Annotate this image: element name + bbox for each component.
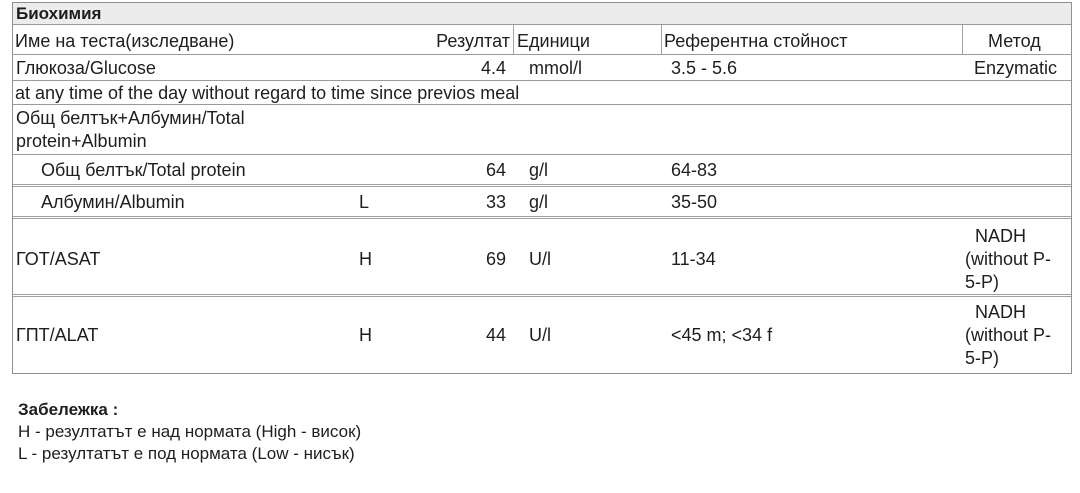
section-title-row <box>13 3 1071 25</box>
header-divider <box>513 25 514 54</box>
reference-range: 11-34 <box>671 249 716 269</box>
section-title: Биохимия <box>16 4 102 23</box>
flag-high: H <box>359 249 372 269</box>
table-row-total-protein <box>13 155 1071 187</box>
header-result: Резултат <box>436 31 510 51</box>
method-line3: 5-P) <box>965 348 1000 368</box>
result-value: 33 <box>485 192 506 212</box>
header-divider <box>661 25 662 54</box>
units: U/l <box>529 249 551 269</box>
method-line2: (without P- <box>965 249 1052 269</box>
flag-low: L <box>359 192 370 212</box>
biochemistry-table <box>12 2 1072 374</box>
note-low: L - резултатът е под нормата (Low - нисък) <box>18 444 355 463</box>
test-name: Глюкоза/Glucose <box>16 58 156 78</box>
method-line2: (without P- <box>965 325 1052 345</box>
table-row-protein-group <box>13 105 1071 155</box>
test-name: ГОТ/ASAT <box>16 249 101 269</box>
group-name-line1: Общ белтък+Албумин/Total <box>16 108 245 128</box>
test-name: Общ белтък/Total protein <box>41 160 246 180</box>
method-line1: NADH <box>975 302 1027 322</box>
result-value: 64 <box>485 160 506 180</box>
test-name: Албумин/Albumin <box>41 192 185 212</box>
units: U/l <box>529 325 551 345</box>
reference-range: 3.5 - 5.6 <box>671 58 738 78</box>
method-line3: 5-P) <box>965 272 1000 292</box>
units: mmol/l <box>529 58 582 78</box>
group-name-line2: protein+Albumin <box>16 131 147 151</box>
header-divider <box>962 25 963 54</box>
header-row <box>13 25 1071 55</box>
result-value: 69 <box>485 249 506 269</box>
table-row-albumin <box>13 187 1071 219</box>
header-method: Метод <box>988 31 1041 51</box>
header-units: Единици <box>517 31 590 51</box>
glucose-note: at any time of the day without regard to time since previos meal <box>15 83 520 103</box>
units: g/l <box>529 160 549 180</box>
table-row-asat <box>13 219 1071 297</box>
table-row-glucose-note <box>13 81 1071 105</box>
notes-section <box>18 399 361 465</box>
header-reference: Референтна стойност <box>664 31 848 51</box>
table-row-glucose <box>13 55 1071 81</box>
result-value: 44 <box>485 325 506 345</box>
units: g/l <box>529 192 549 212</box>
result-value: 4.4 <box>480 58 506 78</box>
note-high: H - резултатът е над нормата (High - висок) <box>18 422 362 441</box>
reference-range: 35-50 <box>671 192 718 212</box>
header-test-name: Име на теста(изследване) <box>15 31 235 51</box>
flag-high: H <box>359 325 372 345</box>
notes-title: Забележка : <box>18 400 119 419</box>
method: Enzymatic <box>974 58 1058 78</box>
reference-range: 64-83 <box>671 160 718 180</box>
reference-range: <45 m; <34 f <box>671 325 773 345</box>
table-row-alat <box>13 297 1071 373</box>
test-name: ГПТ/ALAT <box>16 325 99 345</box>
method-line1: NADH <box>975 226 1027 246</box>
